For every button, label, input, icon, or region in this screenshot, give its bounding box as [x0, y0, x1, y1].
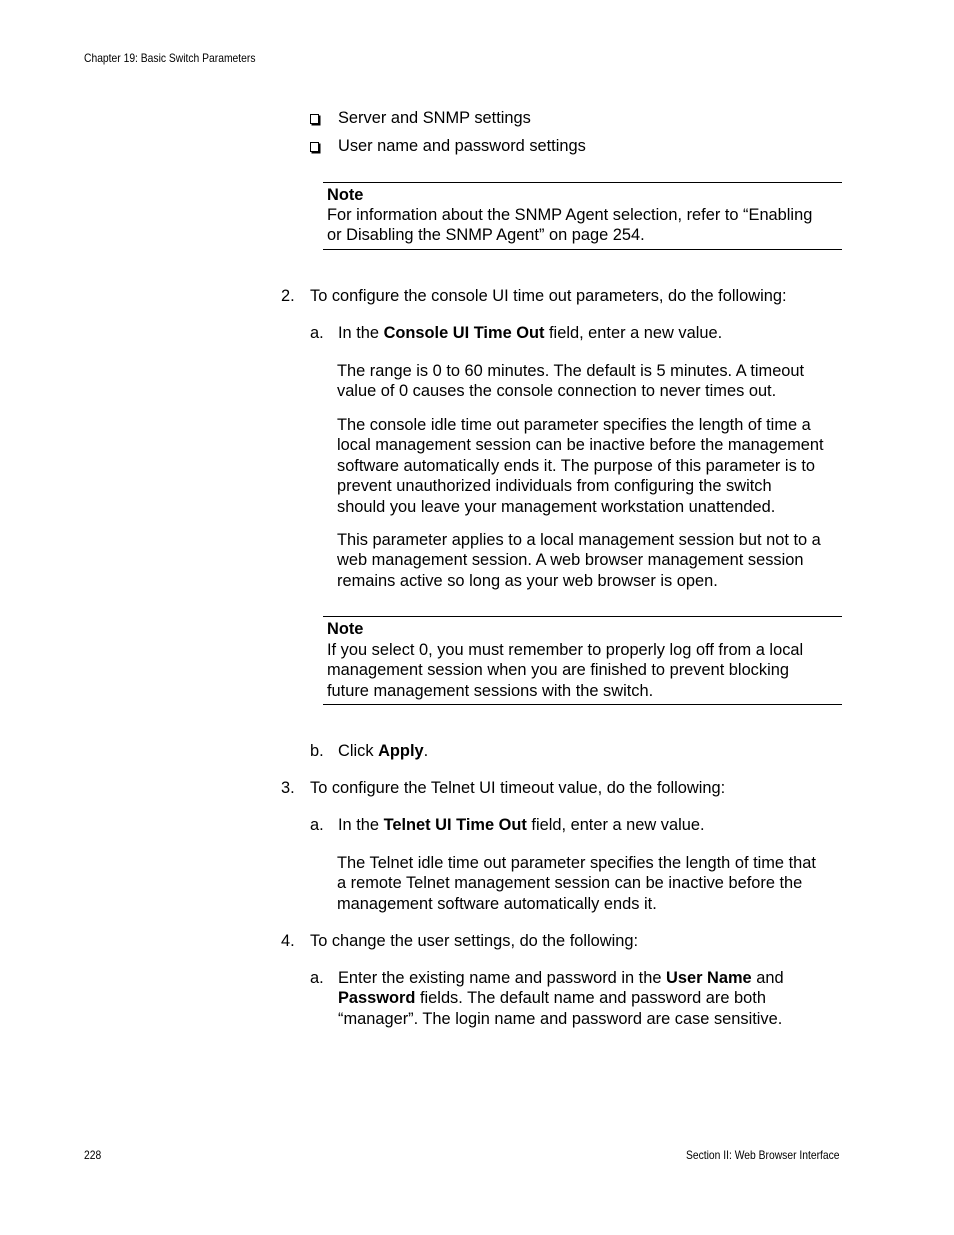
- field-name: Console UI Time Out: [383, 324, 545, 342]
- substep-text: [338, 323, 722, 344]
- text-run: field, enter a new value.: [544, 324, 723, 342]
- paragraph-idle-timeout: [337, 415, 824, 517]
- substep-letter: a.: [310, 816, 324, 834]
- text-run: Click: [338, 742, 379, 760]
- paragraph-local-session: [337, 530, 821, 591]
- text-run: field, enter a new value.: [526, 816, 705, 834]
- bullet-item-user-password: User name and password settings: [338, 137, 586, 155]
- text-run: and: [751, 969, 784, 987]
- note-line: management session when you are finished to prevent blocking: [327, 661, 789, 680]
- substep-text: [338, 815, 705, 836]
- paragraph-line: software automatically ends it. The purpose of this parameter is to: [337, 456, 815, 475]
- note-line: or Disabling the SNMP Agent” on page 254.: [327, 226, 645, 245]
- step-number: 3.: [281, 779, 295, 797]
- paragraph-range: [337, 361, 804, 402]
- field-name: Password: [338, 989, 416, 1008]
- step-text: To configure the Telnet UI timeout value, do the following:: [310, 779, 726, 797]
- text-run: .: [423, 742, 429, 760]
- paragraph-line: value of 0 causes the console connection to never times out.: [337, 382, 777, 401]
- substep-letter: a.: [310, 969, 324, 987]
- paragraph-line: This parameter applies to a local management session but not to a: [337, 531, 821, 549]
- note-line: If you select 0, you must remember to properly log off from a local: [327, 641, 804, 659]
- checkbox-bullet-icon: [310, 142, 319, 152]
- step-text: To configure the console UI time out parameters, do the following:: [310, 287, 787, 305]
- field-name: User Name: [666, 969, 752, 987]
- running-footer-section: Section II: Web Browser Interface: [686, 1148, 840, 1162]
- paragraph-telnet-idle: [337, 853, 816, 914]
- note-line: future management sessions with the switch.: [327, 681, 654, 700]
- note-top-rule: [323, 616, 842, 617]
- note-bottom-rule: [323, 249, 842, 250]
- text-run: Enter the existing name and password in the: [338, 969, 667, 987]
- note-top-rule: [323, 182, 842, 183]
- text-run: fields. The default name and password are both: [415, 989, 766, 1008]
- paragraph-line: should you leave your management workstation unattended.: [337, 497, 776, 516]
- paragraph-line: web management session. A web browser management session: [337, 551, 804, 570]
- note-line: For information about the SNMP Agent selection, refer to “Enabling: [327, 206, 813, 224]
- substep-letter: a.: [310, 324, 324, 342]
- note-body: [327, 205, 812, 246]
- text-run: In the: [338, 816, 384, 834]
- substep-text: [338, 968, 784, 1029]
- paragraph-line: management software automatically ends it.: [337, 894, 657, 913]
- bullet-item-server-snmp: Server and SNMP settings: [338, 109, 531, 127]
- page-number: 228: [84, 1148, 102, 1162]
- text-run: In the: [338, 324, 384, 342]
- paragraph-line: local management session can be inactive before the management: [337, 436, 824, 455]
- note-title: Note: [327, 186, 364, 204]
- paragraph-line: a remote Telnet management session can be inactive before the: [337, 874, 803, 893]
- paragraph-line: [338, 968, 784, 988]
- paragraph-line: remains active so long as your web browser is open.: [337, 571, 718, 590]
- step-number: 2.: [281, 287, 295, 305]
- paragraph-line: The range is 0 to 60 minutes. The default is 5 minutes. A timeout: [337, 362, 805, 380]
- field-name: Telnet UI Time Out: [383, 816, 527, 834]
- note-title: Note: [327, 620, 364, 638]
- button-name: Apply: [378, 742, 424, 760]
- note-body: [327, 640, 803, 701]
- paragraph-line: prevent unauthorized individuals from configuring the switch: [337, 477, 772, 496]
- paragraph-line: “manager”. The login name and password are case sensitive.: [338, 1009, 783, 1028]
- step-text: To change the user settings, do the following:: [310, 932, 639, 950]
- paragraph-line: [338, 988, 784, 1008]
- note-bottom-rule: [323, 704, 842, 705]
- substep-letter: b.: [310, 742, 324, 760]
- paragraph-line: The Telnet idle time out parameter specifies the length of time that: [337, 854, 816, 872]
- substep-text: [338, 741, 428, 762]
- checkbox-bullet-icon: [310, 114, 319, 124]
- paragraph-line: The console idle time out parameter specifies the length of time a: [337, 416, 811, 434]
- running-header-chapter: Chapter 19: Basic Switch Parameters: [84, 51, 256, 65]
- step-number: 4.: [281, 932, 295, 950]
